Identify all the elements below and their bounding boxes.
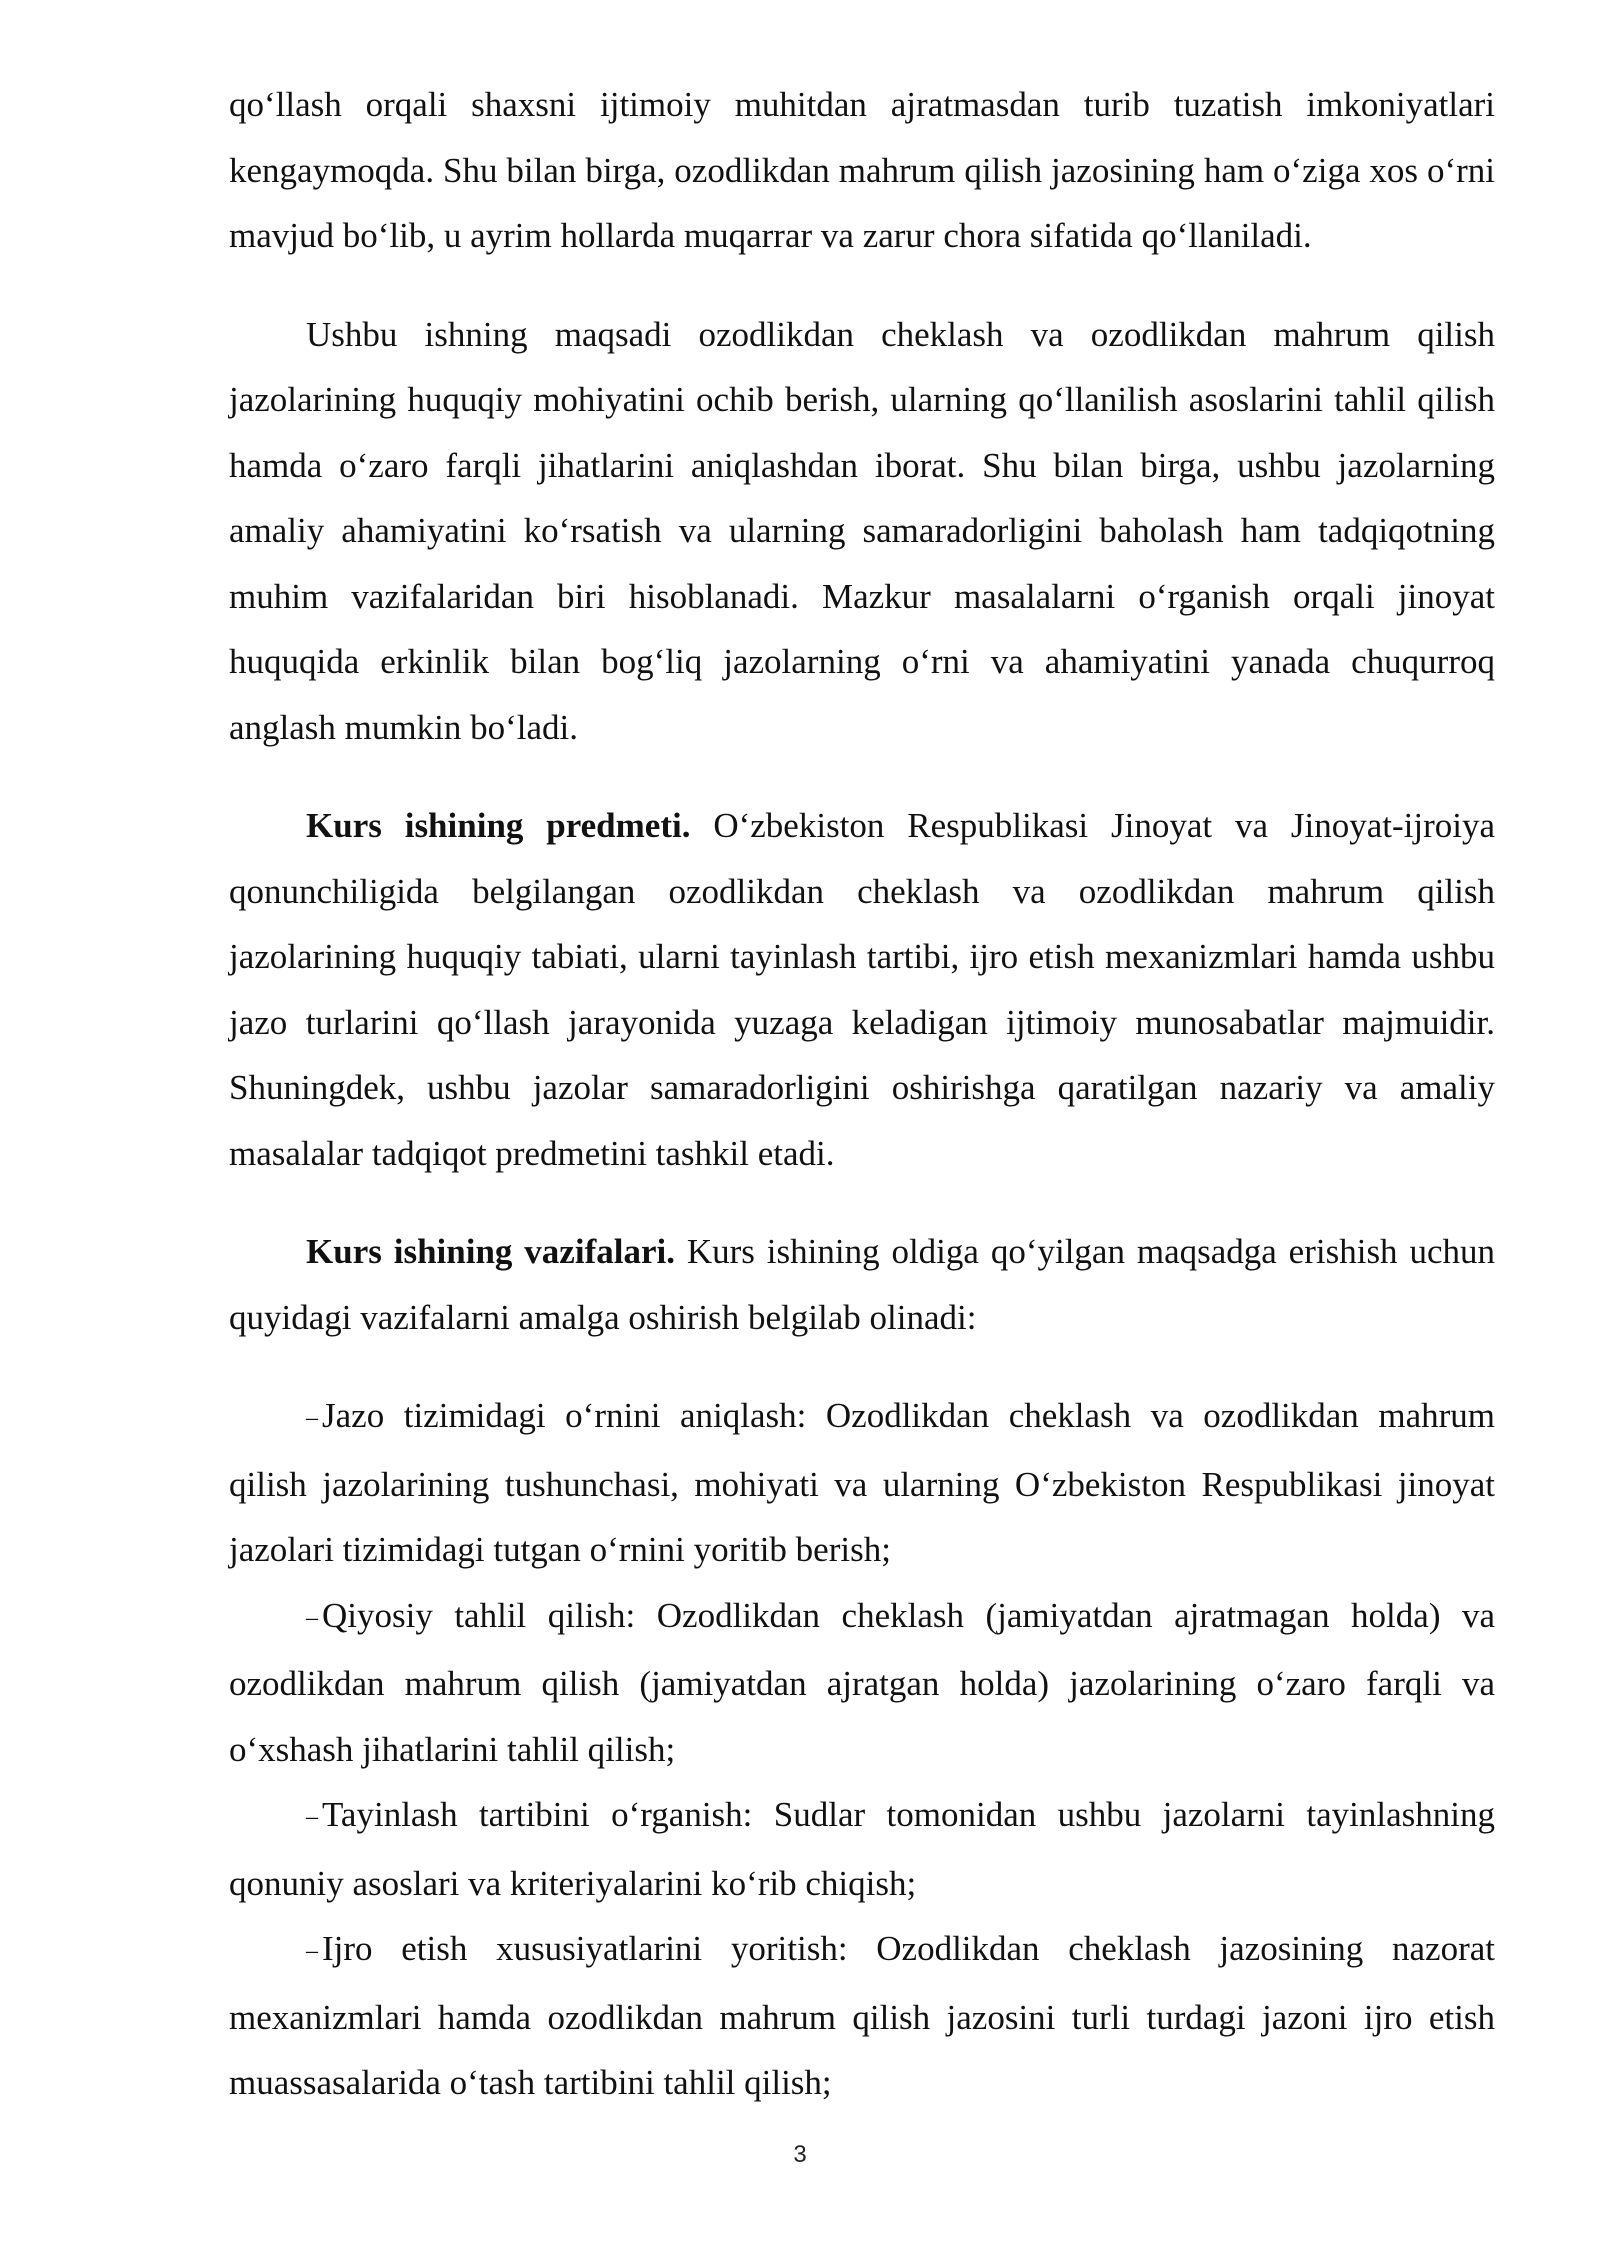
tasks-heading: Kurs ishining vazifalari. (306, 1232, 675, 1271)
list-item-text: Ijro etish xususiyatlarini yoritish: Ozodlikdan cheklash jazosining nazorat mexanizmlari hamda ozodlikdan mahrum qilish jazosini turli turdagi jazoni ijro etish muassasalarida o‘tash tartibini tahlil qilish; (229, 1929, 1495, 2102)
list-item-text: Tayinlash tartibini o‘rganish: Sudlar tomonidan ushbu jazolarni tayinlashning qonuniy asoslari va kriteriyalarini ko‘rib chiqish; (229, 1795, 1495, 1903)
tasks-list (229, 1383, 1495, 2116)
list-item (229, 1583, 1495, 1783)
page-body (229, 72, 1495, 2116)
list-item (229, 1782, 1495, 1916)
dash-bullet: – (306, 1804, 318, 1830)
list-item-text: Jazo tizimidagi o‘rnini aniqlash: Ozodlikdan cheklash va ozodlikdan mahrum qilish jazolarining tushunchasi, mohiyati va ularning O‘zbekiston Respublikasi jinoyat jazolari tizimidagi tutgan o‘rnini yoritib berish; (229, 1396, 1495, 1569)
dash-bullet: – (306, 1604, 318, 1631)
list-item (229, 1916, 1495, 2116)
tasks-text: Kurs ishining oldiga qo‘yilgan maqsadga erishish uchun quyidagi vazifalarni amalga oshirish belgilab olinadi: (229, 1232, 1495, 1337)
paragraph-goal: Ushbu ishning maqsadi ozodlikdan cheklash va ozodlikdan mahrum qilish jazolarining huquqiy mohiyatini ochib berish, ularning qo‘llanilish asoslarini tahlil qilish hamda o‘zaro farqli jihatlarini aniqlashdan iborat. Shu bilan birga, ushbu jazolarning amaliy ahamiyatini ko‘rsatish va ularning samaradorligini baholash ham tadqiqotning muhim vazifalaridan biri hisoblanadi. Mazkur masalalarni o‘rganish orqali jinoyat huquqida erkinlik bilan bog‘liq jazolarning o‘rni va ahamiyatini yanada chuqurroq anglash mumkin bo‘ladi. (229, 314, 1495, 747)
list-item (229, 1383, 1495, 1583)
paragraph-tasks (229, 1219, 1495, 1350)
page-number: 3 (793, 2141, 807, 2168)
subject-text: O‘zbekiston Respublikasi Jinoyat va Jinoyat-ijroiya qonunchiligida belgilangan ozodlikdan cheklash va ozodlikdan mahrum qilish jazolarining huquqiy tabiati, ularni tayinlash tartibi, ijro etish mexanizmlari hamda ushbu jazo turlarini qo‘llash jarayonida yuzaga keladigan ijtimoiy munosabatlar majmuidir. Shuningdek, ushbu jazolar samaradorligini oshirishga qaratilgan nazariy va amaliy masalalar tadqiqot predmetini tashkil etadi. (229, 806, 1495, 1173)
list-item-text: Qiyosiy tahlil qilish: Ozodlikdan cheklash (jamiyatdan ajratmagan holda) va ozodlikdan mahrum qilish (jamiyatdan ajratgan holda) jazolarining o‘zaro farqli va o‘xshash jihatlarini tahlil qilish; (229, 1595, 1495, 1769)
paragraph-subject (229, 793, 1495, 1186)
subject-heading: Kurs ishining predmeti. (306, 806, 691, 845)
dash-bullet: – (306, 1405, 318, 1431)
dash-bullet: – (306, 1938, 318, 1964)
paragraph-continuation: qo‘llash orqali shaxsni ijtimoiy muhitdan ajratmasdan turib tuzatish imkoniyatlari kengaymoqda. Shu bilan birga, ozodlikdan mahrum qilish jazosining ham o‘ziga xos o‘rni mavjud bo‘lib, u ayrim hollarda muqarrar va zarur chora sifatida qo‘llaniladi. (229, 85, 1495, 255)
